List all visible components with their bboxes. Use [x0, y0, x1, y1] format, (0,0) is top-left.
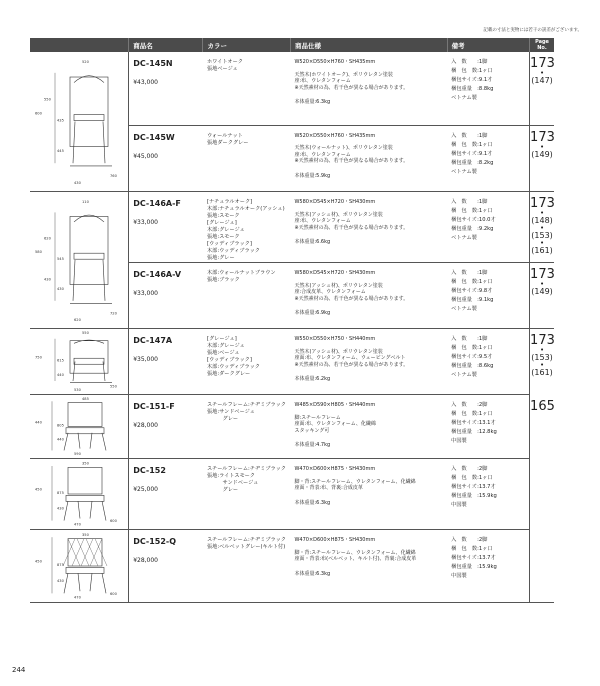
pack-weight-value: :15.9kg: [477, 564, 497, 570]
origin: ベトナム製: [451, 168, 477, 175]
svg-text:620: 620: [74, 318, 81, 323]
spec-line: 天然木(アッシュ材)、ポリウレタン塗装: [294, 348, 383, 355]
spec-line: 座:布、ウレタンフォーム: [294, 78, 351, 84]
spec-line: 天然木(ホワイトオーク)、ポリウレタン塗装: [294, 71, 393, 78]
page-cell: 173 • (153) • (161): [530, 329, 554, 395]
page-subref: (147): [531, 76, 553, 85]
color-line: [ナチュラルオーク]: [206, 199, 253, 205]
product-spec-cell: [290, 395, 447, 459]
color-line: 木部:グレージュ: [206, 343, 245, 349]
pack-value: :1ヶ口: [477, 141, 493, 148]
product-price: ¥33,000: [133, 219, 158, 226]
color-line: [ウッディブラック]: [206, 357, 252, 363]
svg-text:440: 440: [57, 437, 64, 442]
color-line: 張地:グレー: [206, 255, 235, 261]
svg-text:760: 760: [110, 174, 117, 179]
spec-line: 天然木(アッシュ材)、ポリウレタン塗装: [294, 211, 383, 218]
qty-value: :2脚: [477, 466, 488, 472]
product-remarks-cell: 入 数 :2脚 梱 包 数:1ヶ口 梱包サイズ:13.1才 梱包重量 :12.8kg 中国製: [447, 395, 529, 459]
pack-value: :1ヶ口: [477, 68, 493, 74]
spec-line: 座面:布、ウレタンフォーム、ウェービングベルト: [294, 355, 406, 361]
page-cell: 173 • (148) • (153) • (161): [530, 192, 554, 263]
product-image: [30, 192, 129, 329]
color-line: スチールフレーム:チヂミブラック: [206, 466, 286, 472]
body-weight: 本体重量:6.3kg: [294, 499, 331, 506]
color-line: 張地:ブラック: [206, 277, 240, 283]
spec-size: W520×D550×H760・SH435mm: [294, 59, 376, 65]
color-line: 張地:サンドベージュ: [206, 409, 255, 415]
qty-value: :1脚: [477, 270, 488, 276]
chair-drawing: [30, 52, 126, 191]
svg-text:550: 550: [44, 97, 51, 102]
qty-value: :1脚: [477, 132, 488, 139]
spec-line: ※天然素材の為、若干色が異なる場合があります。: [294, 84, 409, 91]
qty-value: :1脚: [477, 199, 488, 205]
header-page: Page No.: [530, 38, 554, 52]
product-code: DC-146A-V: [133, 270, 182, 279]
page-subref: (149): [531, 287, 553, 296]
spec-line: 脚:スチールフレーム: [294, 414, 341, 421]
product-code: DC-152-Q: [133, 537, 177, 546]
page-subref: (153): [531, 353, 553, 362]
spec-line: ※天然素材の為、若干色が異なる場合があります。: [294, 224, 409, 231]
spec-size: W485×D590×H805・SH440mm: [294, 402, 376, 408]
header-remarks: 備考: [447, 38, 529, 52]
body-weight: 本体重量:6.6kg: [294, 239, 331, 245]
page-ref: 165: [530, 398, 555, 414]
product-color-cell: [203, 459, 291, 530]
color-line: ウォールナット: [206, 132, 243, 139]
spec-line: ※天然素材の為、若干色が異なる場合があります。: [294, 361, 409, 368]
chair-drawing: [30, 530, 126, 602]
spec-line: 座面・背表:布、背裏:合成皮革: [294, 485, 363, 491]
header-name: 商品名: [129, 38, 203, 52]
color-line: 木部:ナチュラルオーク(アッシュ): [206, 206, 285, 212]
product-color-cell: [203, 530, 291, 603]
color-line: サンドベージュ: [206, 480, 259, 486]
product-name-cell: [129, 459, 203, 530]
pack-weight-value: :8.6kg: [477, 363, 494, 369]
svg-text:485: 485: [82, 397, 89, 402]
color-line: 張地ダークグレー: [206, 139, 249, 146]
product-remarks-cell: 入 数 :1脚 梱 包 数:1ヶ口 梱包サイズ:9.1才 梱包重量 :8.8kg ベトナム製: [447, 52, 529, 125]
origin: ベトナム製: [451, 372, 477, 378]
product-name-cell: [129, 530, 203, 603]
product-color-cell: [203, 125, 291, 191]
product-spec-cell: [290, 192, 447, 263]
product-color-cell: [203, 52, 291, 125]
svg-text:530: 530: [74, 387, 81, 392]
pack-value: :1ヶ口: [477, 208, 493, 214]
color-line: 木部:ウッディブラック: [206, 248, 260, 254]
product-price: ¥33,000: [133, 290, 158, 297]
color-line: 張地:スモーク: [206, 213, 240, 219]
svg-text:550: 550: [82, 331, 89, 336]
product-code: DC-145N: [133, 59, 173, 68]
svg-text:350: 350: [82, 461, 89, 466]
product-code: DC-147A: [133, 336, 173, 345]
pack-weight-value: :9.1kg: [477, 297, 494, 303]
product-price: ¥45,000: [133, 152, 158, 160]
origin: 中国製: [451, 502, 467, 508]
svg-text:875: 875: [57, 563, 64, 567]
product-code: DC-145W: [133, 132, 175, 142]
svg-text:615: 615: [57, 358, 64, 363]
product-image: [30, 395, 129, 459]
body-weight: 本体重量:6.2kg: [294, 376, 331, 382]
pack-weight-value: :9.2kg: [477, 226, 494, 232]
size-value: :13.7才: [477, 484, 496, 490]
spec-line: 脚・背:スチールフレーム、ウレタンフォーム、化繊綿: [294, 478, 416, 485]
page-subref: (149): [531, 149, 553, 159]
product-code: DC-152: [133, 466, 166, 475]
color-line: 張地:ライトスモーク: [206, 473, 255, 479]
pack-weight-value: :8.2kg: [477, 159, 494, 166]
product-table: [30, 38, 554, 603]
size-value: :13.1才: [477, 420, 496, 426]
svg-text:435: 435: [57, 118, 64, 123]
spec-line: 座:布、ウレタンフォーム: [294, 151, 351, 158]
page-ref: 173: [530, 333, 555, 348]
svg-text:350: 350: [82, 532, 89, 537]
svg-text:450: 450: [35, 487, 42, 492]
spec-line: ※天然素材の為、若干色が異なる場合があります。: [294, 295, 409, 302]
dimension-note: 記載の寸法と実物には若干の誤差がございます。: [483, 28, 582, 33]
color-line: 張地:スモーク: [206, 234, 240, 240]
svg-text:470: 470: [74, 595, 81, 600]
product-name-cell: [129, 52, 203, 125]
spec-line: スタッキング可: [294, 427, 330, 434]
spec-size: W520×D550×H760・SH435mm: [294, 132, 376, 139]
origin: ベトナム製: [451, 306, 477, 312]
product-name-cell: [129, 329, 203, 395]
body-weight: 本体重量:6.9kg: [294, 310, 331, 316]
body-weight: 本体重量:5.9kg: [294, 172, 331, 179]
page-subref: (153): [531, 231, 553, 240]
page-cell: 173 • (147): [530, 52, 554, 125]
product-price: ¥28,000: [133, 557, 158, 564]
svg-text:520: 520: [82, 60, 89, 65]
size-value: :9.1才: [477, 77, 493, 83]
chair-drawing: [30, 459, 126, 529]
spec-line: 天然木(アッシュ材)、ポリウレタン塗装: [294, 282, 383, 289]
product-color-cell: [203, 263, 291, 329]
pack-weight-value: :12.8kg: [477, 429, 497, 435]
color-line: ホワイトオーク: [206, 59, 243, 65]
table-row: [30, 530, 554, 603]
page-subref: (161): [531, 246, 553, 255]
color-line: スチールフレーム:チヂミブラック: [206, 402, 286, 408]
svg-text:600: 600: [110, 519, 117, 523]
spec-size: W470×D600×H875・SH430mm: [294, 466, 376, 472]
pack-value: :1ヶ口: [477, 475, 493, 481]
body-weight: 本体重量:6.3kg: [294, 99, 331, 105]
color-line: 木部:ウォールナットブラウン: [206, 270, 276, 276]
header-spec: 商品仕様: [290, 38, 447, 52]
size-value: :9.5才: [477, 354, 493, 360]
size-value: :13.7才: [477, 555, 496, 561]
product-price: ¥25,000: [133, 486, 158, 493]
svg-text:750: 750: [35, 355, 42, 360]
chair-drawing: [30, 329, 126, 394]
product-code: DC-151-F: [133, 402, 175, 411]
product-price: ¥35,000: [133, 356, 158, 363]
table-row: [30, 459, 554, 530]
color-line: グレー: [206, 487, 239, 493]
page-cell: [530, 395, 554, 603]
product-remarks-cell: 入 数 :1脚 梱 包 数:1ヶ口 梱包サイズ:10.0才 梱包重量 :9.2kg ベトナム製: [447, 192, 529, 263]
origin: ベトナム製: [451, 95, 477, 101]
pack-value: :1ヶ口: [477, 279, 493, 285]
size-value: :9.8才: [477, 288, 493, 294]
page-number: 244: [12, 666, 26, 674]
table-row: [30, 52, 554, 125]
page-cell: 173 • (149): [530, 125, 554, 191]
product-code: DC-146A-F: [133, 199, 181, 208]
header-color: カラー: [203, 38, 291, 52]
product-image: [30, 52, 129, 192]
svg-text:440: 440: [35, 420, 42, 425]
svg-text:430: 430: [57, 578, 64, 583]
product-image: [30, 329, 129, 395]
qty-value: :2脚: [477, 402, 488, 408]
product-remarks-cell: 入 数 :1脚 梱 包 数:1ヶ口 梱包サイズ:9.5才 梱包重量 :8.6kg ベトナム製: [447, 329, 529, 395]
svg-text:430: 430: [74, 181, 81, 186]
table-row: [30, 192, 554, 263]
svg-text:580: 580: [35, 250, 42, 255]
svg-text:470: 470: [74, 522, 81, 527]
product-spec-cell: [290, 263, 447, 329]
product-image: [30, 459, 129, 530]
page-ref: 173: [530, 196, 555, 211]
body-weight: 本体重量:6.3kg: [294, 570, 331, 577]
qty-value: :1脚: [477, 336, 488, 342]
product-remarks-cell: 入 数 :1脚 梱 包 数:1ヶ口 梱包サイズ:9.8才 梱包重量 :9.1kg ベトナム製: [447, 263, 529, 329]
chair-drawing: [30, 192, 126, 328]
pack-value: :1ヶ口: [477, 345, 493, 351]
product-image: [30, 530, 129, 603]
product-spec-cell: [290, 530, 447, 603]
product-color-cell: [203, 329, 291, 395]
product-name-cell: [129, 125, 203, 191]
spec-line: 脚・背:スチールフレーム、ウレタンフォーム、化繊綿: [294, 549, 416, 556]
svg-text:450: 450: [35, 559, 42, 564]
spec-line: 天然木(ウォールナット)、ポリウレタン塗装: [294, 145, 393, 152]
product-remarks-cell: 入 数 :2脚 梱 包 数:1ヶ口 梱包サイズ:13.7才 梱包重量 :15.9kg 中国製: [447, 459, 529, 530]
spec-line: 座:合成皮革、ウレタンフォーム: [294, 289, 366, 295]
product-remarks-cell: 入 数 :2脚 梱 包 数:1ヶ口 梱包サイズ:13.7才 梱包重量 :15.9kg 中国製: [447, 530, 529, 603]
spec-line: 座面・背表:布(ベルベット、キルト付)、背裏:合成皮革: [294, 556, 417, 562]
color-line: [グレージュ]: [206, 220, 237, 226]
svg-text:440: 440: [57, 372, 64, 377]
color-line: [ウッディブラック]: [206, 241, 252, 247]
product-name-cell: [129, 192, 203, 263]
color-line: 張地:ベルベットグレー(キルト付): [206, 544, 286, 550]
pack-weight-value: :15.9kg: [477, 493, 497, 499]
spec-line: 座:布、ウレタンフォーム: [294, 218, 351, 224]
page-ref: 173: [530, 56, 555, 71]
origin: ベトナム製: [451, 235, 477, 241]
color-line: 張地ベージュ: [206, 66, 238, 72]
pack-weight-value: :8.8kg: [477, 86, 494, 92]
qty-value: :1脚: [477, 59, 488, 65]
product-remarks-cell: 入 数 :1脚 梱 包 数:1ヶ口 梱包サイズ:9.1才 梱包重量 :8.2kg ベトナム製: [447, 125, 529, 191]
spec-line: 座面:布、ウレタンフォーム、化繊綿: [294, 421, 376, 427]
svg-text:805: 805: [57, 423, 64, 428]
product-spec-cell: [290, 52, 447, 125]
svg-text:720: 720: [110, 311, 117, 316]
svg-text:875: 875: [57, 491, 64, 495]
spec-size: W470×D600×H875・SH430mm: [294, 537, 376, 543]
color-line: 張地:ダークグレー: [206, 371, 251, 377]
table-header: [30, 38, 554, 52]
spec-size: W580×D545×H720・SH430mm: [294, 270, 376, 276]
qty-value: :2脚: [477, 537, 488, 543]
svg-text:430: 430: [57, 506, 64, 511]
color-line: スチールフレーム:チヂミブラック: [206, 537, 286, 543]
page-subref: (161): [531, 368, 553, 377]
color-line: グレー: [206, 416, 239, 422]
page-cell: 173 • (149): [530, 263, 554, 329]
pack-value: :1ヶ口: [477, 411, 493, 417]
product-spec-cell: [290, 125, 447, 191]
header-image: [30, 38, 129, 52]
product-color-cell: [203, 192, 291, 263]
product-price: ¥43,000: [133, 79, 158, 86]
product-color-cell: [203, 395, 291, 459]
product-price: ¥28,000: [133, 422, 158, 429]
size-value: :9.1才: [477, 150, 493, 157]
origin: 中国製: [451, 438, 467, 444]
table-row: [30, 329, 554, 395]
svg-text:110: 110: [82, 199, 89, 204]
table-row: [30, 395, 554, 459]
pack-value: :1ヶ口: [477, 546, 493, 552]
svg-text:445: 445: [57, 149, 64, 154]
svg-text:430: 430: [44, 277, 51, 282]
page-ref: 173: [530, 267, 555, 282]
page-subref: (148): [531, 216, 553, 225]
body-weight: 本体重量:4.7kg: [294, 442, 331, 448]
svg-text:600: 600: [110, 591, 117, 596]
spec-size: W550×D550×H750・SH440mm: [294, 336, 376, 342]
color-line: 木部:ウッディブラック: [206, 364, 260, 370]
svg-text:550: 550: [110, 384, 117, 389]
product-name-cell: [129, 395, 203, 459]
svg-text:545: 545: [57, 257, 64, 261]
product-spec-cell: [290, 329, 447, 395]
color-line: 張地:ベージュ: [206, 350, 240, 356]
chair-drawing: [30, 395, 126, 458]
origin: 中国製: [451, 573, 467, 579]
svg-text:620: 620: [44, 236, 51, 241]
svg-text:590: 590: [74, 451, 81, 456]
color-line: [グレージュ]: [206, 336, 237, 342]
product-spec-cell: [290, 459, 447, 530]
size-value: :10.0才: [477, 217, 496, 223]
color-line: 木部:グレージュ: [206, 227, 245, 233]
svg-text:600: 600: [35, 111, 42, 116]
svg-text:430: 430: [57, 286, 64, 291]
page-ref: 173: [530, 129, 555, 145]
spec-line: ※天然素材の為、若干色が異なる場合があります。: [294, 158, 409, 165]
spec-size: W580×D545×H720・SH430mm: [294, 199, 376, 205]
product-name-cell: [129, 263, 203, 329]
